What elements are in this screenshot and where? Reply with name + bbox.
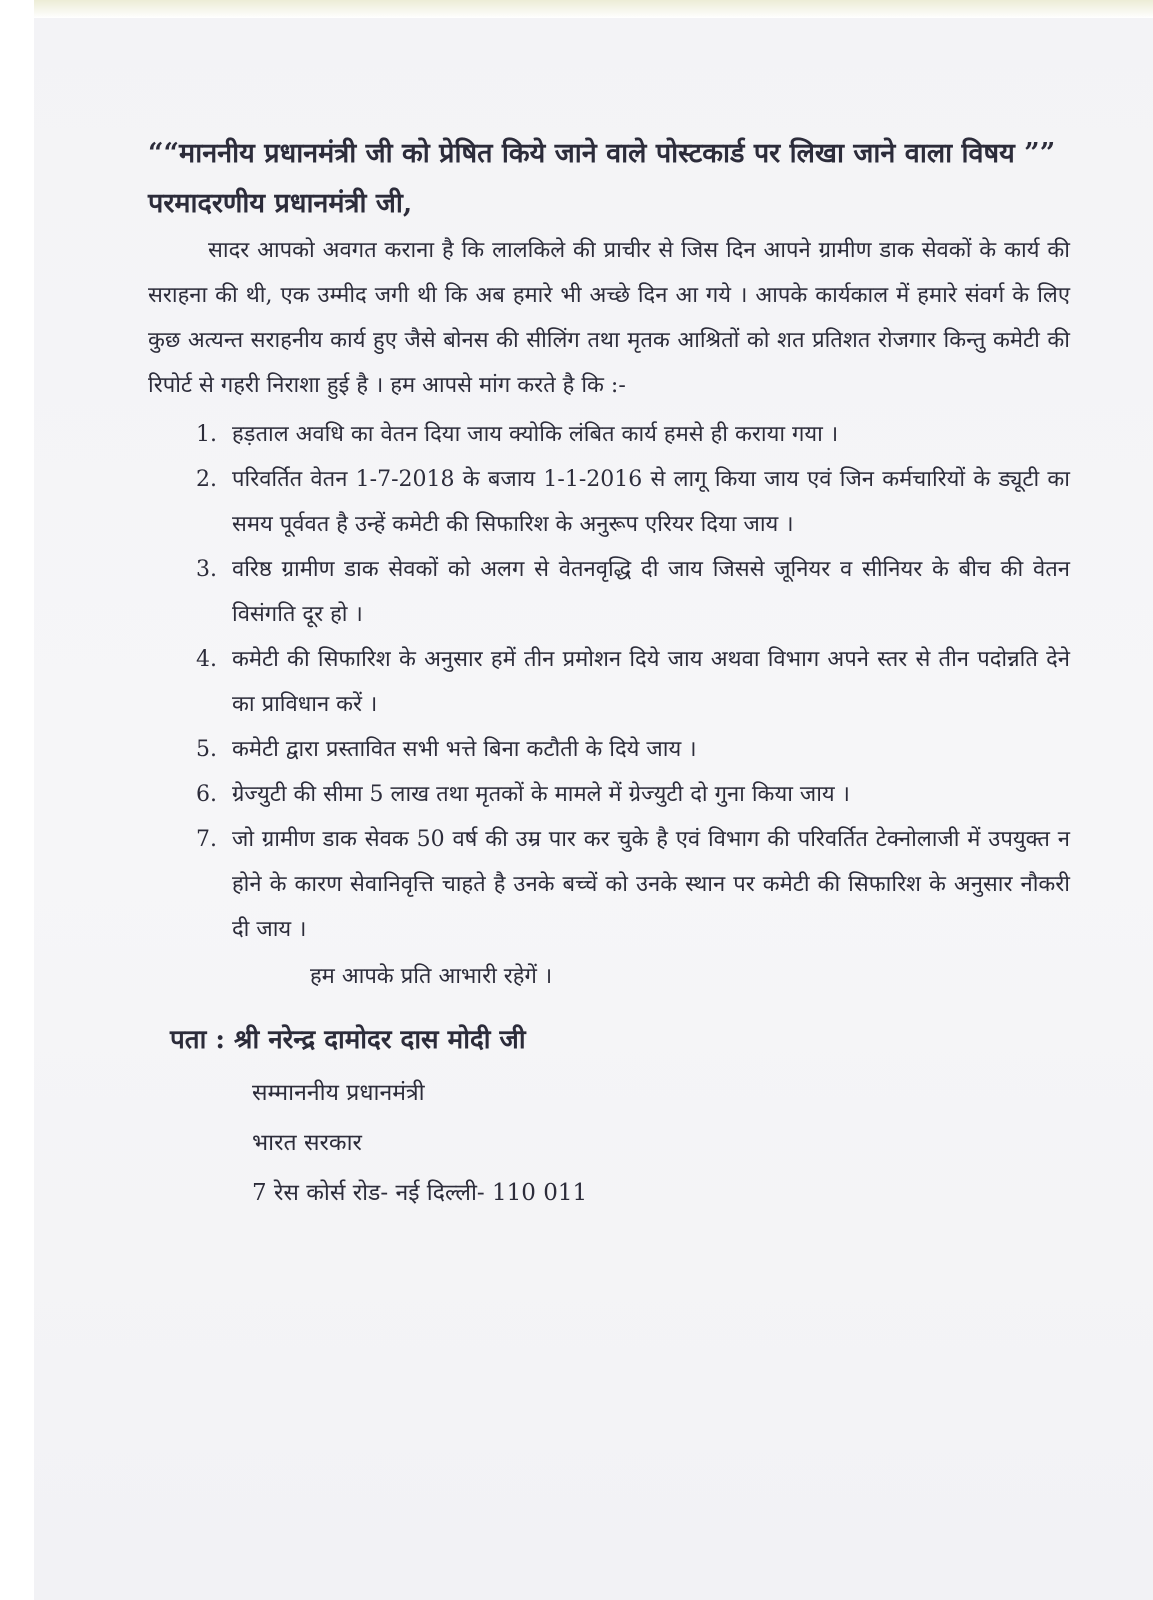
demand-item-6 xyxy=(196,772,1070,817)
demands-list xyxy=(140,412,1070,952)
demand-item-5 xyxy=(196,727,1070,772)
demand-text: वरिष्ठ ग्रामीण डाक सेवकों को अलग से वेतनवृद्धि दी जाय जिससे जूनियर व सीनियर के बीच की वेतन विसंगति दूर हो । xyxy=(232,557,1070,627)
addressee-street: 7 रेस कोर्स रोड- नई दिल्ली- 110 011 xyxy=(252,1180,588,1206)
demand-text: कमेटी द्वारा प्रस्तावित सभी भत्ते बिना कटौती के दिये जाय । xyxy=(232,737,697,762)
letter-salutation: परमादरणीय प्रधानमंत्री जी, xyxy=(148,188,413,219)
demand-text: ग्रेज्युटी की सीमा 5 लाख तथा मृतकों के मामले में ग्रेज्युटी दो गुना किया जाय । xyxy=(232,782,851,807)
demand-number: 5. xyxy=(196,737,217,762)
demand-item-7 xyxy=(196,817,1070,952)
addressee-name: श्री नरेन्द्र दामोदर दास मोदी जी xyxy=(234,1025,526,1055)
addressee-government: भारत सरकार xyxy=(252,1130,362,1156)
demand-number: 1. xyxy=(196,422,217,447)
scan-left-edge xyxy=(0,0,34,1600)
demand-text: जो ग्रामीण डाक सेवक 50 वर्ष की उम्र पार कर चुके है एवं विभाग की परिवर्तित टेक्नोलाजी में उपयुक्त न होने के कारण सेवानिवृत्ति चाहते है उनके बच्चें को उनके स्थान पर कमेटी की सिफारिश के अनुसार नौकरी दी जाय । xyxy=(232,827,1070,942)
address-heading xyxy=(170,1012,1070,1068)
address-label: पता : xyxy=(170,1025,225,1055)
address-block xyxy=(170,1012,1070,1218)
demand-text: परिवर्तित वेतन 1-7-2018 के बजाय 1-1-2016 से लागू किया जाय एवं जिन कर्मचारियों के ड्यूटी का समय पूर्ववत है उन्हें कमेटी की सिफारिश के अनुरूप एरियर दिया जाय । xyxy=(232,467,1070,537)
letter-closing: हम आपके प्रति आभारी रहेगें । xyxy=(310,964,553,989)
demand-number: 2. xyxy=(196,467,217,492)
demand-text: कमेटी की सिफारिश के अनुसार हमें तीन प्रमोशन दिये जाय अथवा विभाग अपने स्तर से तीन पदोन्नति देने का प्राविधान करें । xyxy=(232,647,1070,717)
letter-subject: ““माननीय प्रधानमंत्री जी को प्रेषित किये जाने वाले पोस्टकार्ड पर लिखा जाने वाला विषय ”” xyxy=(148,138,1056,169)
demand-item-3 xyxy=(196,547,1070,637)
demand-item-2 xyxy=(196,457,1070,547)
addressee-designation: सम्माननीय प्रधानमंत्री xyxy=(252,1080,425,1106)
demand-number: 4. xyxy=(196,647,217,672)
demand-item-4 xyxy=(196,637,1070,727)
demand-item-1 xyxy=(196,412,1070,457)
demand-text: हड़ताल अवधि का वेतन दिया जाय क्योकि लंबित कार्य हमसे ही कराया गया । xyxy=(232,422,839,447)
demand-number: 6. xyxy=(196,782,217,807)
letter-body: सादर आपको अवगत कराना है कि लालकिले की प्राचीर से जिस दिन आपने ग्रामीण डाक सेवकों के कार्य की सराहना की थी, एक उम्मीद जगी थी कि अब हमारे भी अच्छे दिन आ गये । आपके कार्यकाल में हमारे संवर्ग के लिए कुछ अत्यन्त सराहनीय कार्य हुए जैसे बोनस की सीलिंग तथा मृतक आश्रितों को शत प्रतिशत रोजगार किन्तु कमेटी की रिपोर्ट से गहरी निराशा हुई है । हम आपसे मांग करते है कि :- xyxy=(148,238,1070,398)
letter-content xyxy=(140,128,1070,1218)
demand-number: 3. xyxy=(196,557,217,582)
scan-top-edge xyxy=(0,0,1153,18)
demand-number: 7. xyxy=(196,827,217,852)
